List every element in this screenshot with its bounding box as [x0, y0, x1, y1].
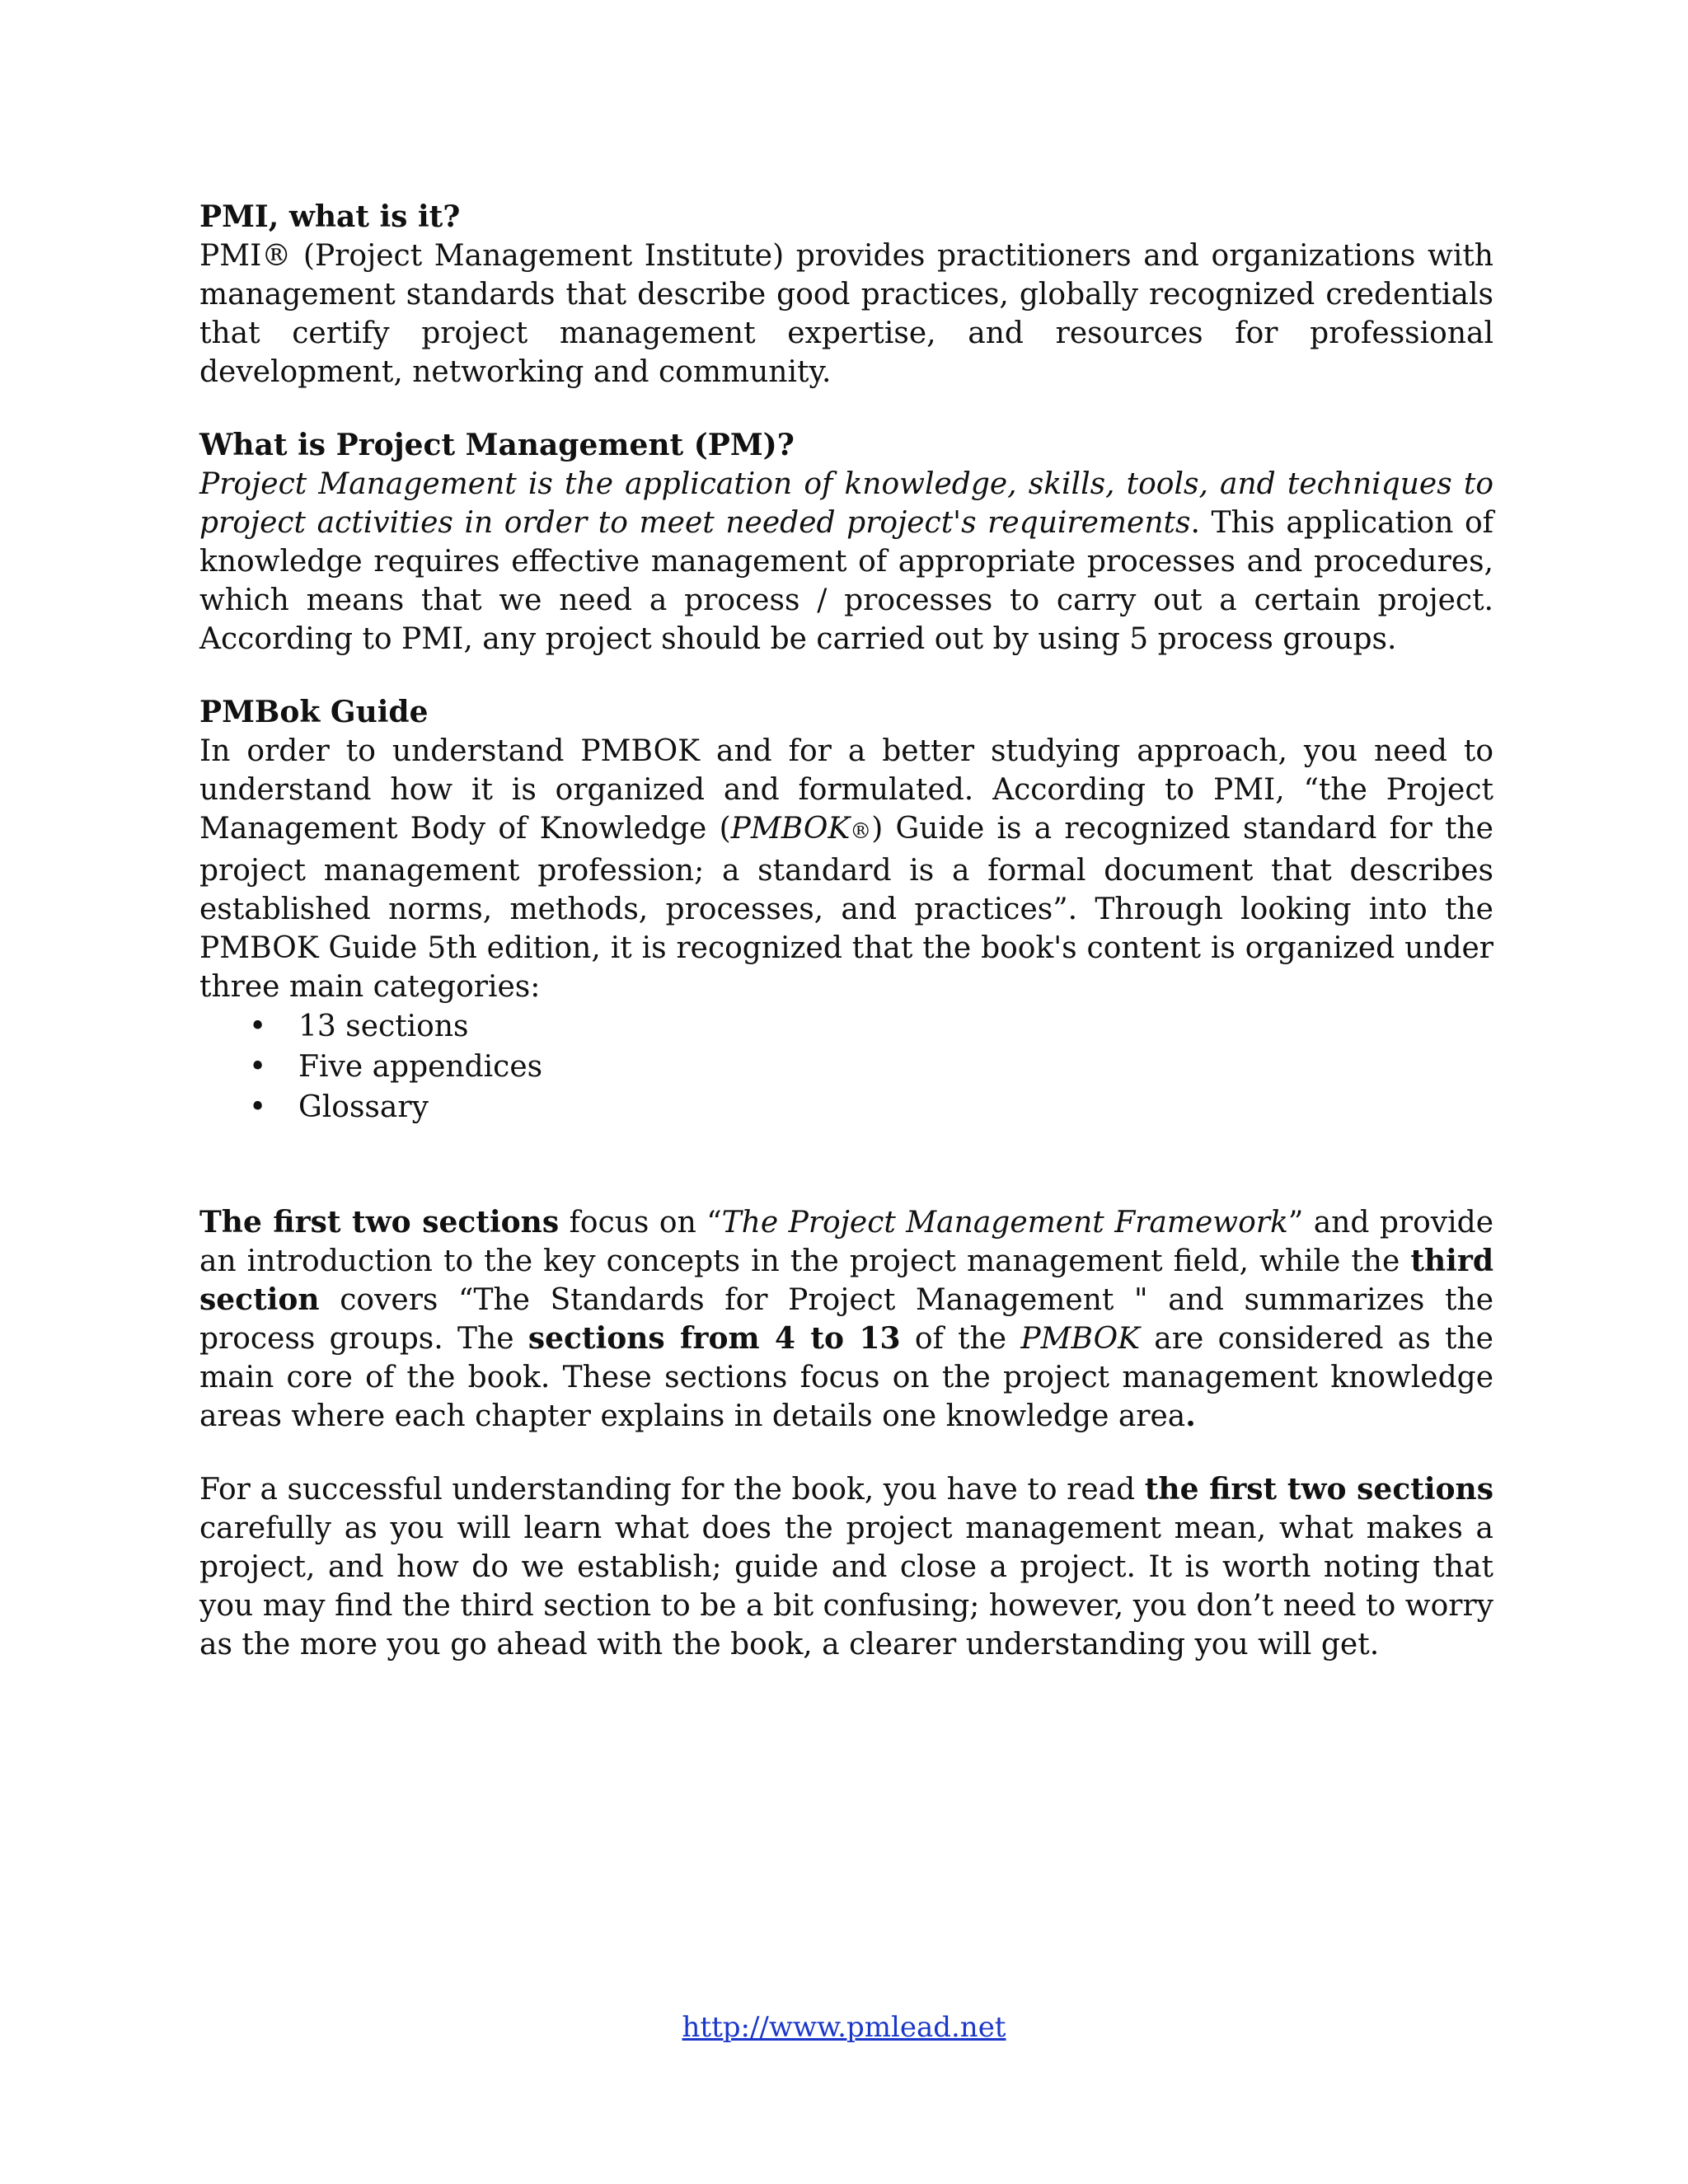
paragraph-book-sections: The first two sections focus on “The Project Management Framework” and provide an introduction to the key concepts in the project management field, while the third section covers “The Standards for Project Management " and summarizes the process groups. The sections from 4 to 13 of the PMBOK are considered as the main core of the book. These sections focus on the project management knowledge areas where each chapter explains in details one knowledge area.: [199, 1205, 1493, 1433]
paragraph-pm-definition: [199, 465, 1493, 658]
footer-link[interactable]: http://www.pmlead.net: [682, 2011, 1006, 2044]
bullet-icon: •: [249, 1090, 267, 1124]
heading-pmbok-guide: PMBok Guide: [199, 695, 429, 729]
bullet-icon: •: [249, 1050, 267, 1084]
pm-definition-text: . This application of knowledge requires effective management of appropriate processes and procedures, which means that we need a process / processes to carry out a certain project. According to PMI, any project should be carried out by using 5 process groups.: [199, 506, 1493, 656]
registered-mark: ®: [850, 819, 872, 844]
page-footer: [0, 2011, 1688, 2044]
list-item: • Five appendices: [199, 1047, 1493, 1087]
paragraph-reading-advice: For a successful understanding for the book, you have to read the first two sections carefully as you will learn what does the project management mean, what makes a project, and how do we establish; guide and close a project. It is worth noting that you may find the third section to be a bit confusing; however, you don’t need to worry as the more you go ahead with the book, a clearer understanding you will get.: [199, 1472, 1493, 1661]
list-item: • Glossary: [199, 1087, 1493, 1127]
heading-pmi-what-is-it: PMI, what is it?: [199, 199, 461, 234]
document-body: [199, 198, 1493, 1664]
bullet-icon: •: [249, 1010, 267, 1043]
paragraph-pmi-description: PMI® (Project Management Institute) provides practitioners and organizations with management standards that describe good practices, globally recognized credentials that certify project management expertise, and resources for professional development, networking and community.: [199, 239, 1493, 389]
pmbok-text-1: In order to understand PMBOK and for a better studying approach, you need to understand how it is organized and formulated. According to PMI, “the Project Management Body of Knowledge (: [199, 734, 1493, 846]
pm-definition-italic: Project Management is the application of knowledge, skills, tools, and techniques to project activities in order to meet needed project's requirements: [199, 467, 1493, 540]
list-item: • 13 sections: [199, 1006, 1493, 1047]
pmbok-text-2: ) Guide is a recognized standard for the project management profession; a standard is a formal document that describes established norms, methods, processes, and practices”. Through looking into the PMBOK Guide 5th edition, it is recognized that the book's content is organized under three main categories:: [199, 812, 1493, 1004]
paragraph-pmbok-guide: [199, 732, 1493, 1006]
heading-what-is-pm: What is Project Management (PM)?: [199, 428, 795, 462]
categories-list: [199, 1006, 1493, 1127]
pmbok-italic: PMBOK: [730, 812, 851, 846]
